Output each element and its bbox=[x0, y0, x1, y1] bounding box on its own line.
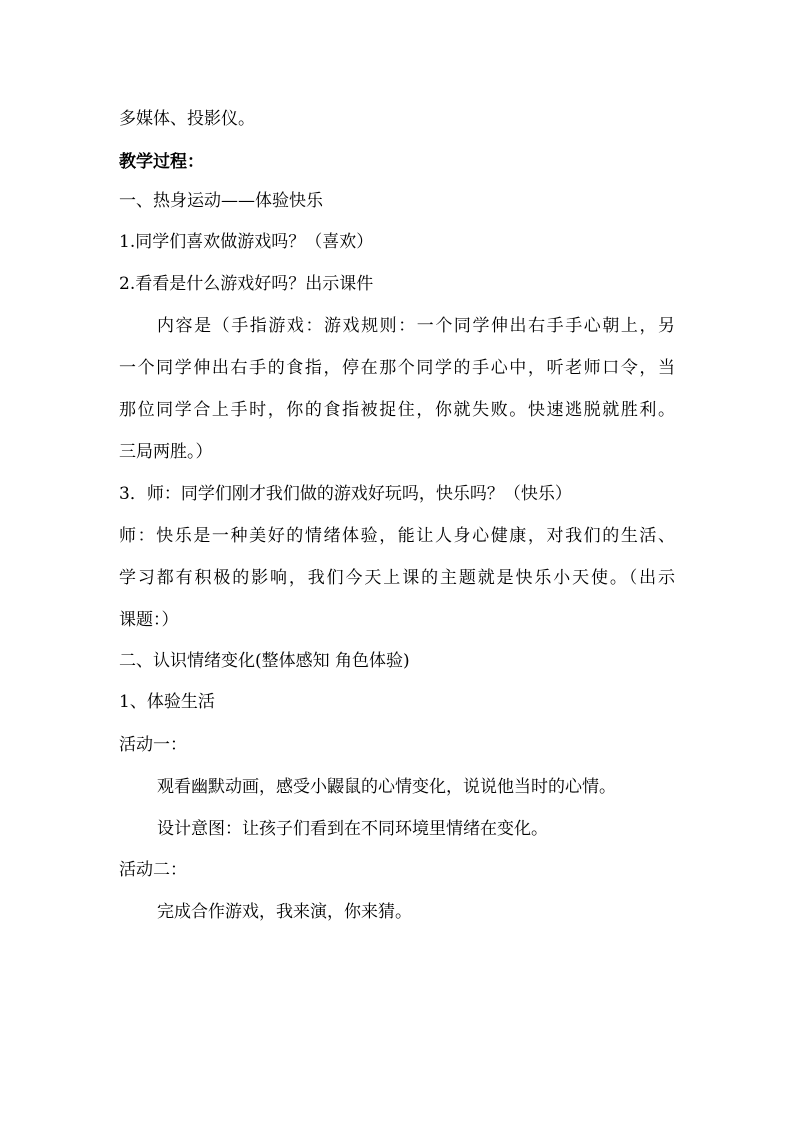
materials-line: 多媒体、投影仪。 bbox=[119, 109, 255, 129]
section-heading-emotion-change: 二、认识情绪变化(整体感知 角色体验) bbox=[119, 651, 410, 671]
paragraph-line: 2.看看是什么游戏好吗？出示课件 bbox=[119, 274, 374, 294]
paragraph-line: 课题：） bbox=[119, 610, 179, 630]
paragraph-line: 一个同学伸出右手的食指，停在那个同学的手心中，听老师口令，当 bbox=[119, 358, 675, 378]
paragraph-line: 设计意图：让孩子们看到在不同环境里情绪在变化。 bbox=[157, 819, 548, 839]
subsection-heading: 1、体验生活 bbox=[119, 692, 215, 712]
paragraph-line: 完成合作游戏，我来演，你来猜。 bbox=[157, 902, 412, 922]
paragraph-line: 观看幽默动画，感受小鼹鼠的心情变化，说说他当时的心情。 bbox=[157, 777, 616, 797]
activity-label: 活动二： bbox=[119, 860, 187, 880]
paragraph-line: 师：快乐是一种美好的情绪体验，能让人身心健康，对我们的生活、 bbox=[119, 526, 675, 546]
section-heading-warmup: 一、热身运动——体验快乐 bbox=[119, 191, 323, 211]
paragraph-line: 那位同学合上手时，你的食指被捉住，你就失败。快速逃脱就胜利。 bbox=[119, 400, 675, 420]
paragraph-line: 三局两胜。） bbox=[119, 442, 213, 462]
paragraph-line: 内容是（手指游戏：游戏规则：一个同学伸出右手手心朝上，另 bbox=[157, 316, 675, 336]
section-heading-teaching-process: 教学过程： bbox=[119, 152, 204, 172]
paragraph-line: 学习都有积极的影响，我们今天上课的主题就是快乐小天使。（出示 bbox=[119, 568, 675, 588]
paragraph-line: 3．师：同学们刚才我们做的游戏好玩吗，快乐吗？（快乐） bbox=[119, 484, 572, 504]
activity-label: 活动一： bbox=[119, 735, 187, 755]
paragraph-line: 1.同学们喜欢做游戏吗？（喜欢） bbox=[119, 232, 374, 252]
